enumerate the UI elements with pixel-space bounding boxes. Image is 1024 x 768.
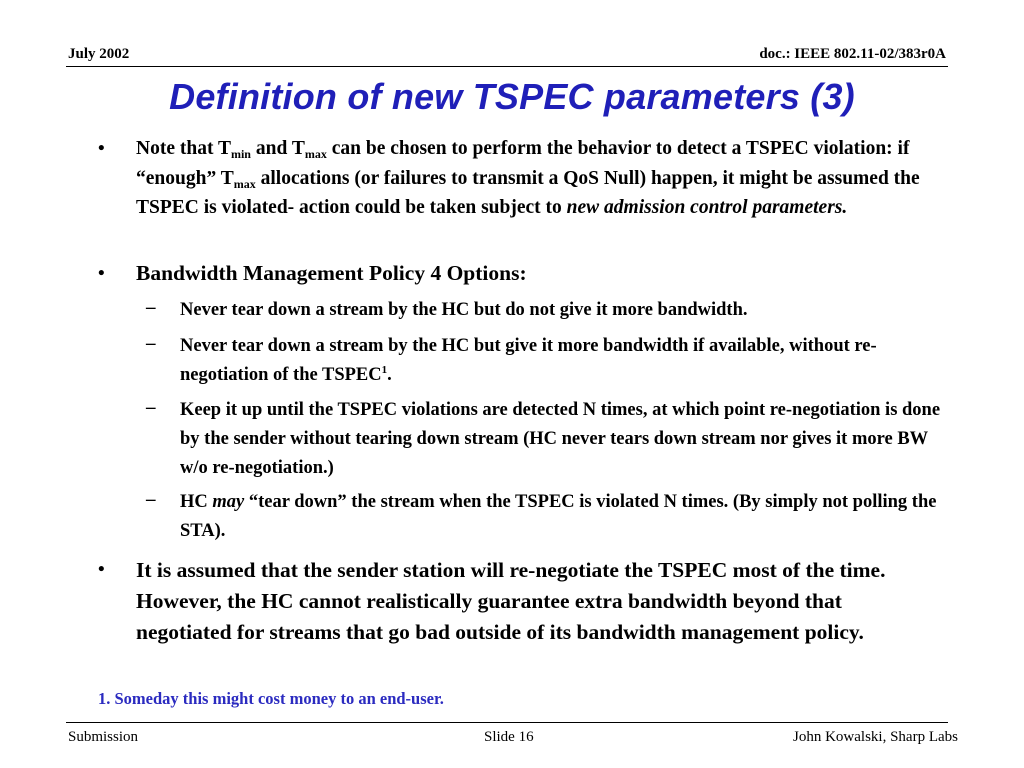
footnote-marker: 1 bbox=[381, 364, 388, 376]
footer-slide-number: Slide 16 bbox=[484, 729, 534, 745]
sub-bullet-option-3: Keep it up until the TSPEC violations are detected N times, at which point re-negotiation is done by the sender without tearing down stream (HC never tears down stream nor gives it more BW w/o re-negotiation.) bbox=[180, 400, 941, 478]
bullet-marker: • bbox=[98, 559, 105, 580]
slide-title: Definition of new TSPEC parameters (3) bbox=[169, 76, 855, 117]
bullet-text: HC bbox=[180, 492, 213, 512]
sub-bullet-option-2 bbox=[180, 332, 950, 390]
bullet-text: can be chosen to perform the behavior to detect a TSPEC violation: if “enough” T bbox=[136, 138, 910, 189]
sub-bullet-marker: – bbox=[146, 333, 156, 354]
bullet-bandwidth-policy: Bandwidth Management Policy 4 Options: bbox=[136, 261, 527, 285]
bullet-marker: • bbox=[98, 263, 105, 284]
bullet-text: “tear down” the stream when the TSPEC is violated N times. (By simply not polling the STA). bbox=[180, 492, 937, 541]
sub-bullet-marker: – bbox=[146, 489, 156, 510]
subscript-max: max bbox=[304, 147, 327, 161]
header-doc-id: doc.: IEEE 802.11-02/383r0A bbox=[759, 46, 946, 62]
bullet-text: and T bbox=[250, 138, 305, 159]
bullet-italic-text: new admission control parameters. bbox=[566, 197, 848, 218]
bullet-text: allocations (or failures to transmit a QoS Null) happen, it might be assumed the TSPEC is violated- action could be taken subject to bbox=[136, 167, 920, 218]
footnote: 1. Someday this might cost money to an end-user. bbox=[98, 689, 444, 708]
footer-rule bbox=[66, 722, 948, 723]
subscript-max: max bbox=[233, 176, 256, 191]
subscript-min: min bbox=[230, 147, 251, 161]
sub-bullet-marker: – bbox=[146, 397, 156, 418]
bullet-italic-text: may bbox=[212, 492, 245, 512]
sub-bullet-marker: – bbox=[146, 297, 156, 318]
bullet-marker: • bbox=[98, 138, 105, 159]
bullet-renegotiation-note: It is assumed that the sender station will re-negotiate the TSPEC most of the time. However, the HC cannot realistically guarantee extra bandwidth beyond that negotiated for streams that go bad outside of its bandwidth management policy. bbox=[136, 558, 886, 644]
bullet-text: . bbox=[387, 365, 392, 385]
bullet-text: Never tear down a stream by the HC but give it more bandwidth if available, without re-negotiation of the TSPEC bbox=[180, 336, 877, 385]
bullet-text: Note that T bbox=[136, 138, 231, 159]
sub-bullet-option-4 bbox=[180, 488, 950, 546]
bullet-tmin-tmax-note bbox=[136, 134, 926, 223]
sub-bullet-option-1: Never tear down a stream by the HC but do not give it more bandwidth. bbox=[180, 300, 748, 320]
footer-author: John Kowalski, Sharp Labs bbox=[793, 729, 958, 745]
header-rule bbox=[66, 66, 948, 67]
header-date: July 2002 bbox=[68, 46, 130, 62]
footer-submission: Submission bbox=[68, 729, 139, 745]
